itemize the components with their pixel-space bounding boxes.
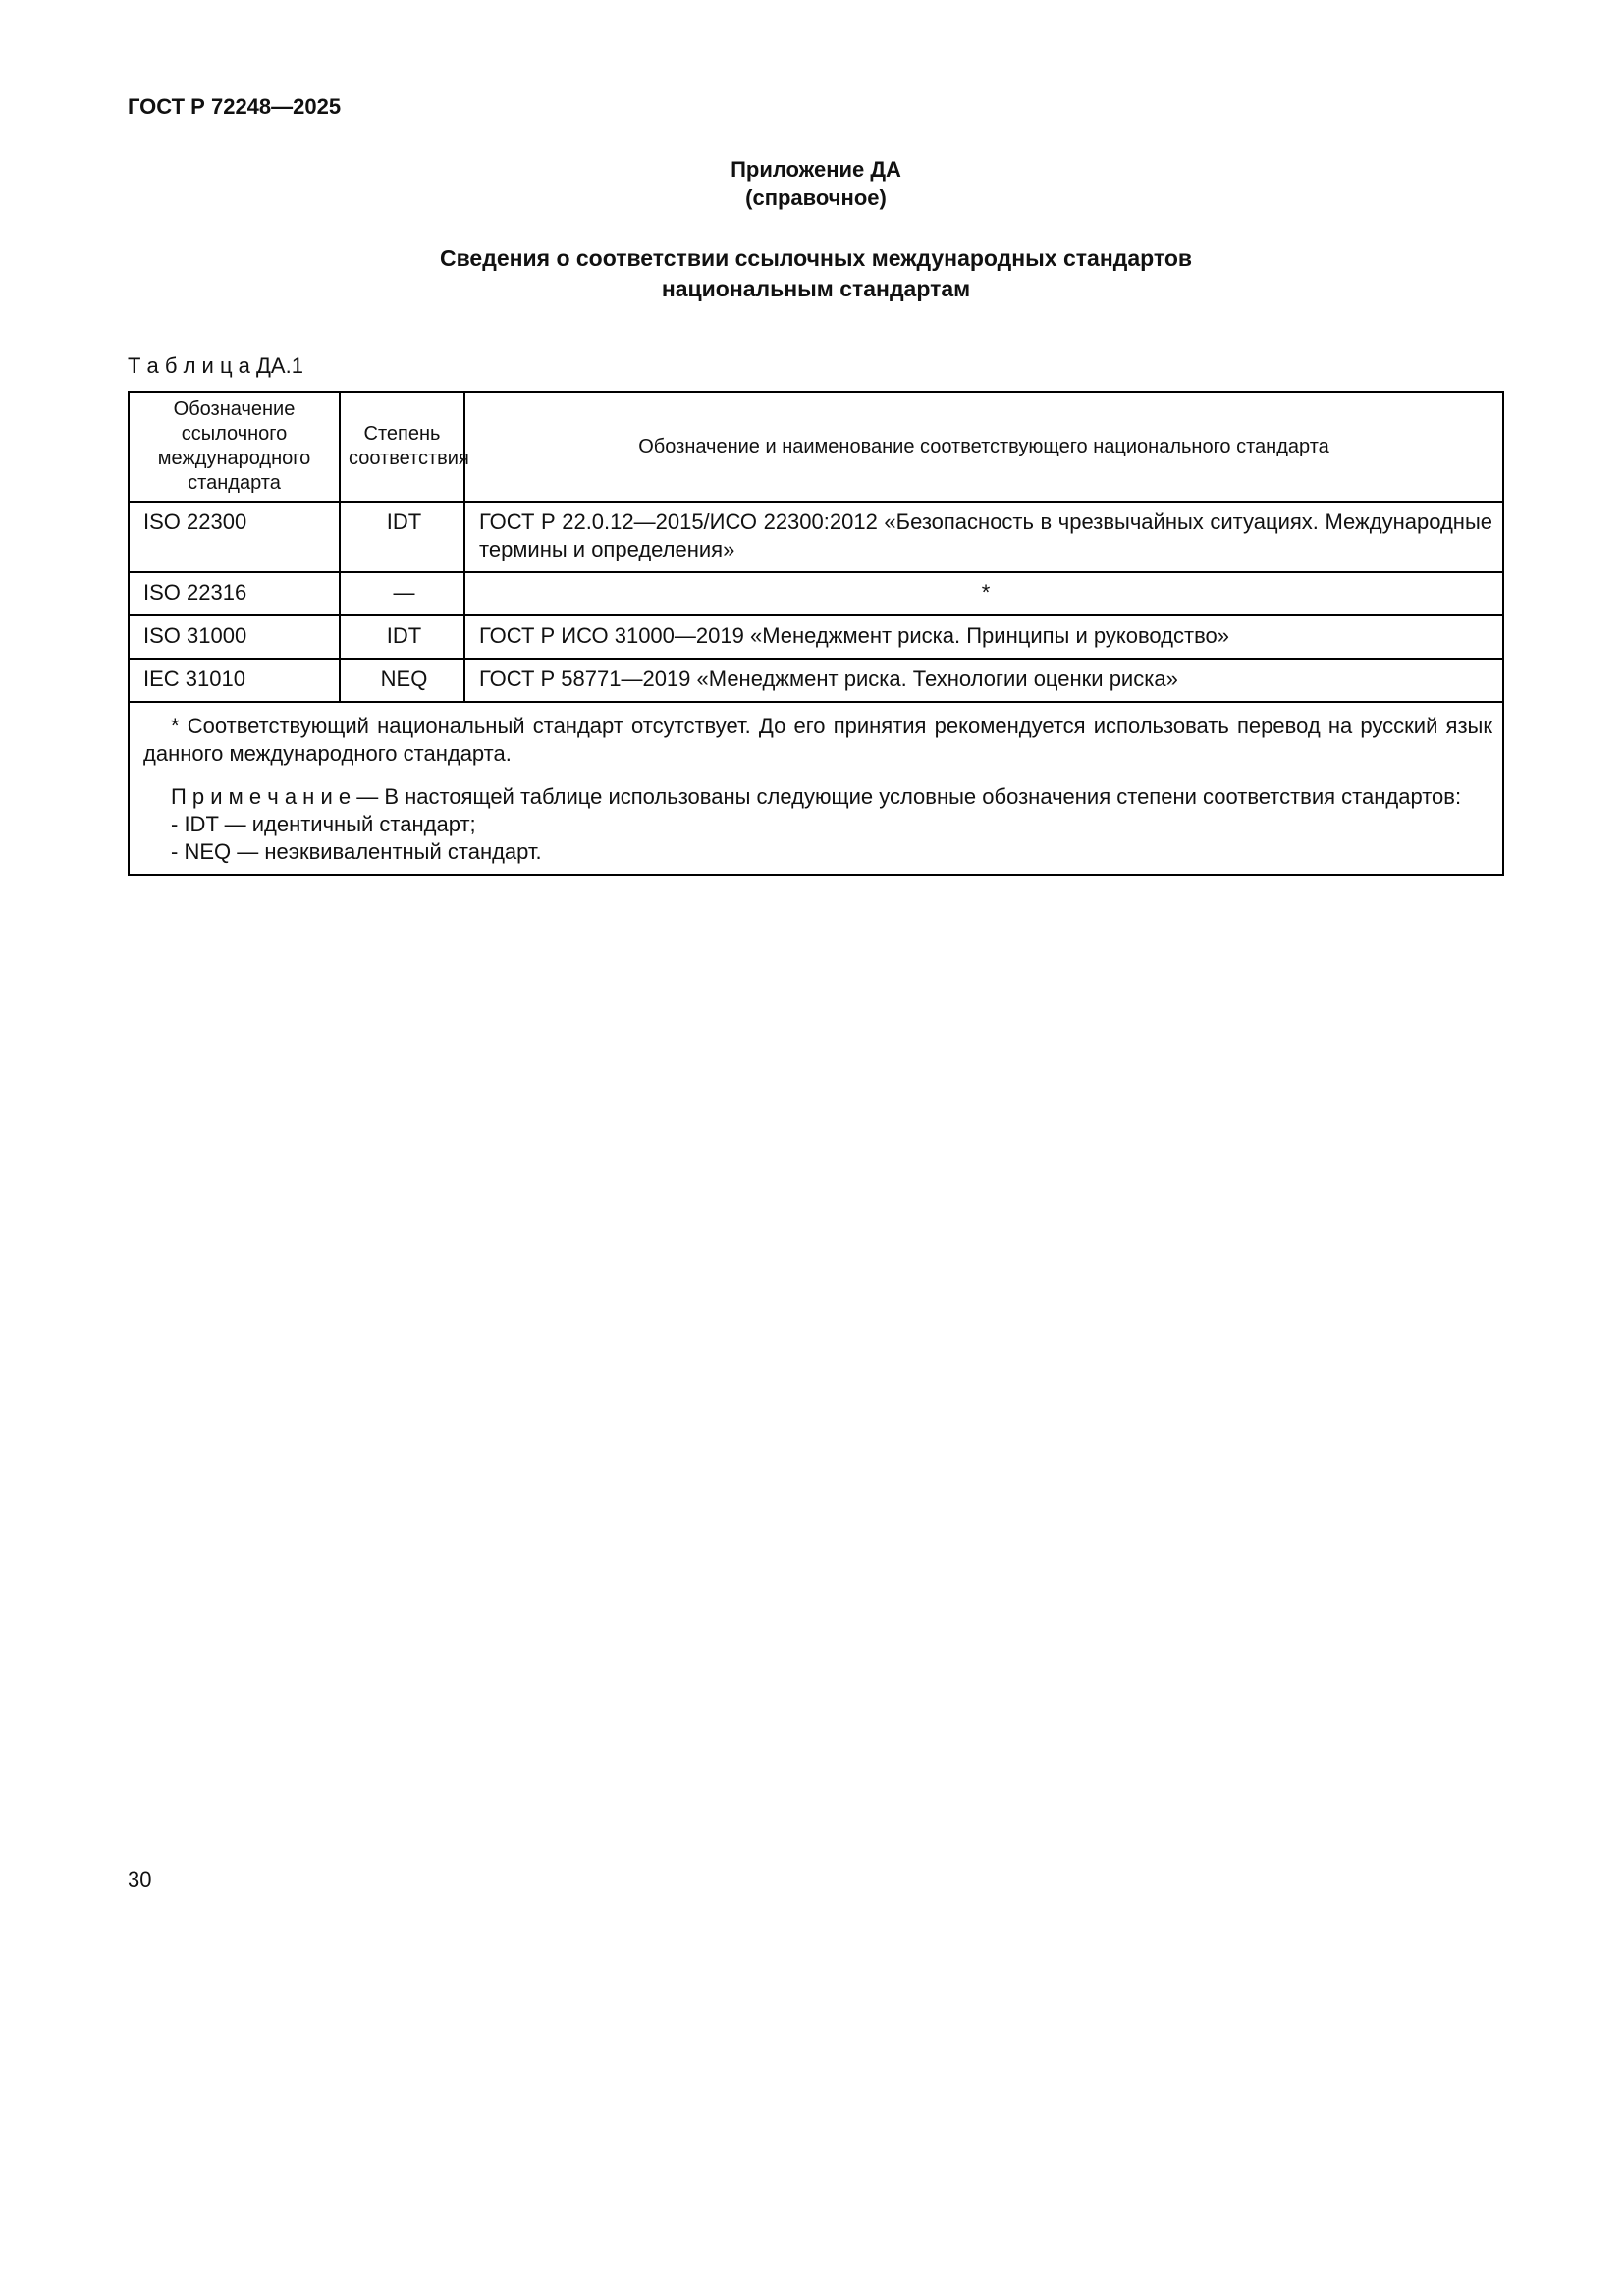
- appendix-type: (справочное): [745, 186, 887, 210]
- cell-degree: NEQ: [340, 659, 464, 702]
- page-number: 30: [128, 1867, 152, 1892]
- cell-international-standard: ISO 22316: [129, 572, 340, 615]
- cell-national-standard: ГОСТ Р 22.0.12—2015/ИСО 22300:2012 «Безопасность в чрезвычайных ситуациях. Международные термины и определения»: [464, 502, 1503, 572]
- appendix-label: Приложение ДА: [731, 157, 901, 182]
- table-notes-row: [129, 702, 1503, 875]
- document-code: ГОСТ Р 72248—2025: [128, 94, 342, 119]
- column-header-international-standard: Обозначение ссылочного международного стандарта: [129, 392, 340, 502]
- cell-national-standard: ГОСТ Р ИСО 31000—2019 «Менеджмент риска. Принципы и руководство»: [464, 615, 1503, 659]
- table-row: [129, 502, 1503, 572]
- table-notes-cell: [129, 702, 1503, 875]
- column-header-degree: Степень соответствия: [340, 392, 464, 502]
- table-header-row: [129, 392, 1503, 502]
- section-title-line2: национальным стандартам: [661, 276, 971, 301]
- table-row: [129, 615, 1503, 659]
- cell-degree: IDT: [340, 502, 464, 572]
- note-item-idt: - IDT — идентичный стандарт;: [171, 812, 476, 836]
- table-row: [129, 659, 1503, 702]
- appendix-heading: [128, 155, 1504, 212]
- table-note: [143, 783, 1492, 811]
- correspondence-table: [128, 391, 1504, 876]
- table-caption: Т а б л и ц а ДА.1: [128, 353, 303, 378]
- table-row: [129, 572, 1503, 615]
- note-text: — В настоящей таблице использованы следующие условные обозначения степени соответствия стандартов:: [351, 784, 1462, 809]
- cell-international-standard: ISO 31000: [129, 615, 340, 659]
- cell-national-standard: ГОСТ Р 58771—2019 «Менеджмент риска. Технологии оценки риска»: [464, 659, 1503, 702]
- cell-national-standard: *: [464, 572, 1503, 615]
- note-label: П р и м е ч а н и е: [171, 784, 352, 809]
- cell-international-standard: ISO 22300: [129, 502, 340, 572]
- section-title: [128, 243, 1504, 304]
- section-title-line1: Сведения о соответствии ссылочных международных стандартов: [439, 245, 1193, 271]
- cell-degree: —: [340, 572, 464, 615]
- cell-degree: IDT: [340, 615, 464, 659]
- table-footnote: * Соответствующий национальный стандарт отсутствует. До его принятия рекомендуется использовать перевод на русский язык данного международного стандарта.: [143, 714, 1492, 766]
- column-header-national-standard: Обозначение и наименование соответствующего национального стандарта: [464, 392, 1503, 502]
- cell-international-standard: IEC 31010: [129, 659, 340, 702]
- note-item-neq: - NEQ — неэквивалентный стандарт.: [171, 839, 542, 864]
